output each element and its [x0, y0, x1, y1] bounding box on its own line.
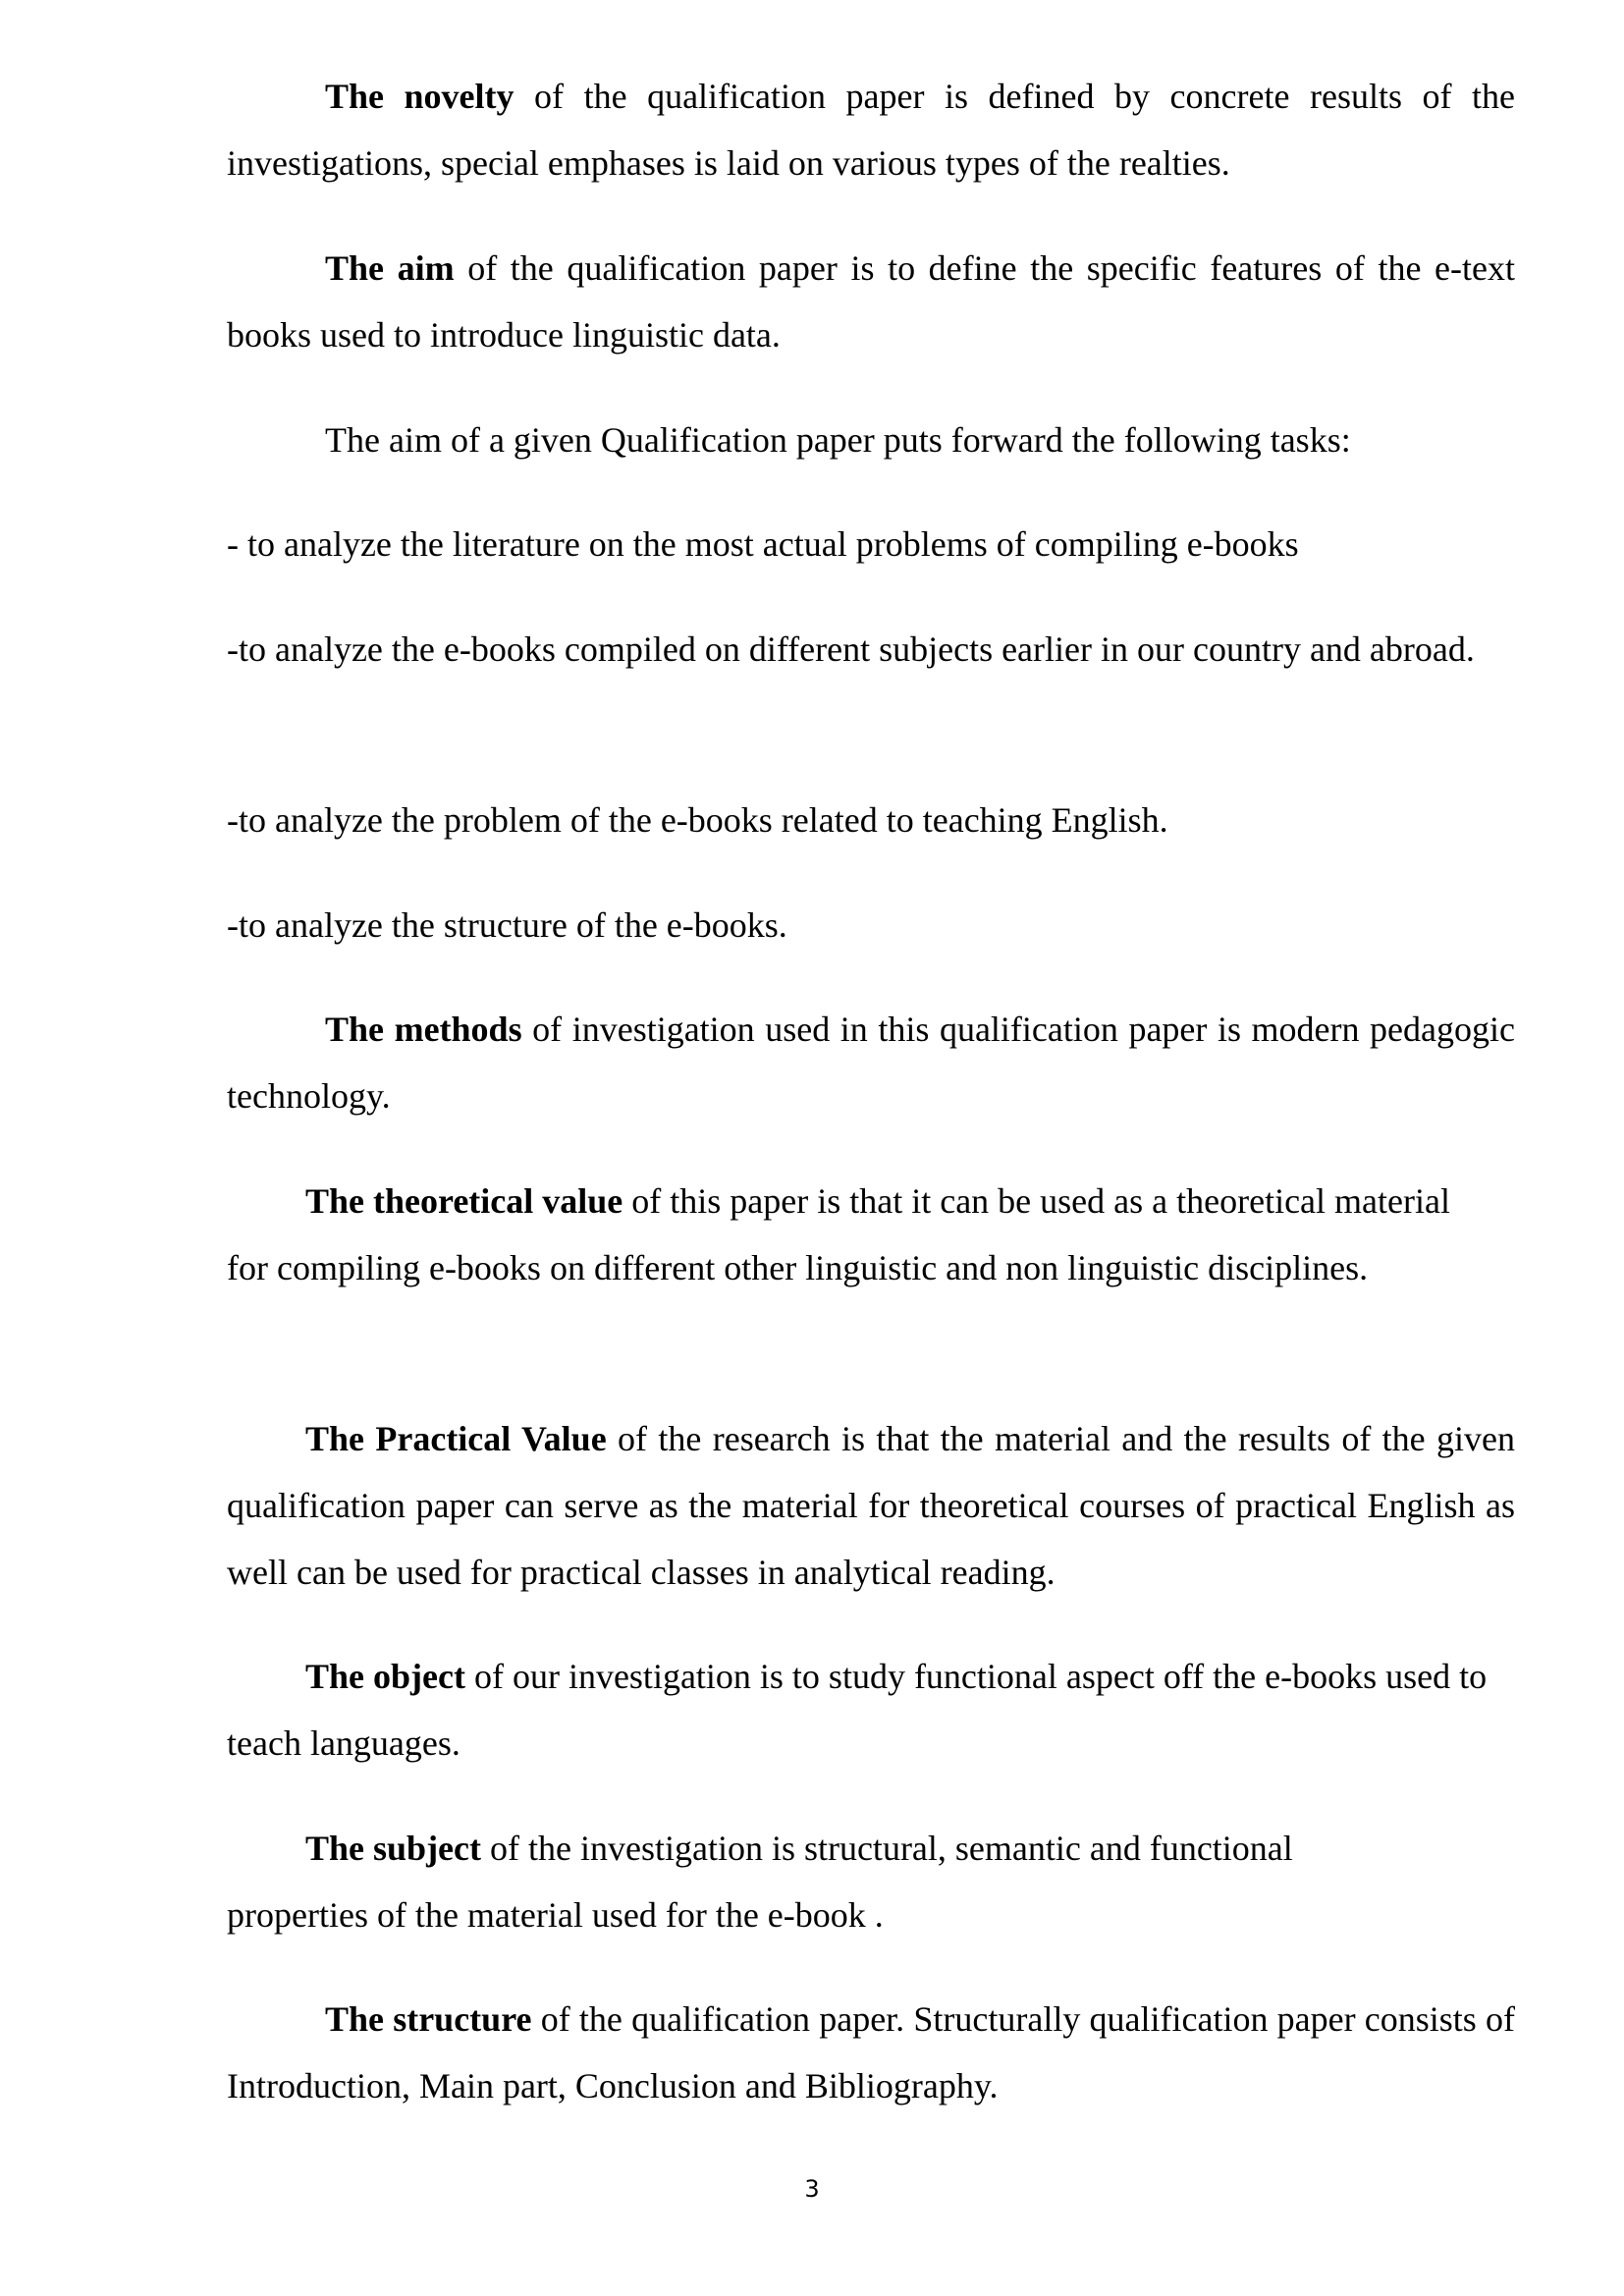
- paragraph-lead: The structure: [325, 1999, 532, 2039]
- paragraph-aim: [227, 235, 1515, 368]
- paragraph-text: of our investigation is to study functional aspect off the e-books used to teach languages.: [227, 1657, 1488, 1763]
- task-item: [227, 892, 1515, 958]
- paragraph-text: -to analyze the e-books compiled on different subjects earlier in our country and abroad.: [227, 629, 1475, 669]
- paragraph-lead: The methods: [325, 1010, 522, 1049]
- paragraph-text: -to analyze the problem of the e-books related to teaching English.: [227, 800, 1168, 840]
- paragraph-lead: The theoretical value: [305, 1181, 623, 1221]
- paragraph-theoretical-value: [227, 1168, 1464, 1301]
- paragraph-text: of the qualification paper. Structurally qualification paper consists of Introduction, Main part, Conclusion and Bibliography.: [227, 1999, 1516, 2105]
- paragraph-text: of the research is that the material and the results of the given qualification paper can serve as the material for theoretical courses of practical English as well can be used for practical classes in analytical reading.: [227, 1419, 1515, 1592]
- paragraph-text: of the qualification paper is to define the specific features of the e-text books used to introduce linguistic data.: [227, 248, 1515, 355]
- paragraph-methods: [227, 996, 1515, 1129]
- paragraph-text: of this paper is that it can be used as a theoretical material for compiling e-books on different other linguistic and non linguistic disciplines.: [227, 1181, 1450, 1287]
- task-item: [227, 787, 1515, 853]
- paragraph-text: of the investigation is structural, semantic and functional properties of the material used for the e-book .: [227, 1829, 1293, 1935]
- paragraph-novelty: [227, 63, 1515, 196]
- paragraph-text: of the qualification paper is defined by concrete results of the investigations, special emphases is laid on various types of the realties.: [227, 77, 1515, 183]
- paragraph-text: of investigation used in this qualification paper is modern pedagogic technology.: [227, 1010, 1515, 1116]
- paragraph-tasks-intro: [227, 407, 1515, 473]
- paragraph-practical-value: [227, 1405, 1515, 1606]
- task-item: [227, 511, 1515, 577]
- paragraph-lead: The subject: [305, 1829, 481, 1868]
- paragraph-structure: [227, 1986, 1515, 2119]
- page-number: 3: [804, 2175, 820, 2203]
- paragraph-lead: The Practical Value: [305, 1419, 607, 1458]
- paragraph-text: The aim of a given Qualification paper puts forward the following tasks:: [325, 420, 1351, 460]
- paragraph-text: - to analyze the literature on the most actual problems of compiling e-books: [227, 524, 1299, 564]
- paragraph-lead: The object: [305, 1657, 465, 1696]
- paragraph-subject: [227, 1815, 1435, 1948]
- paragraph-lead: The aim: [325, 248, 455, 288]
- paragraph-text: -to analyze the structure of the e-books.: [227, 905, 787, 945]
- paragraph-lead: The novelty: [325, 77, 514, 116]
- paragraph-object: [227, 1643, 1503, 1777]
- task-item: [227, 616, 1515, 683]
